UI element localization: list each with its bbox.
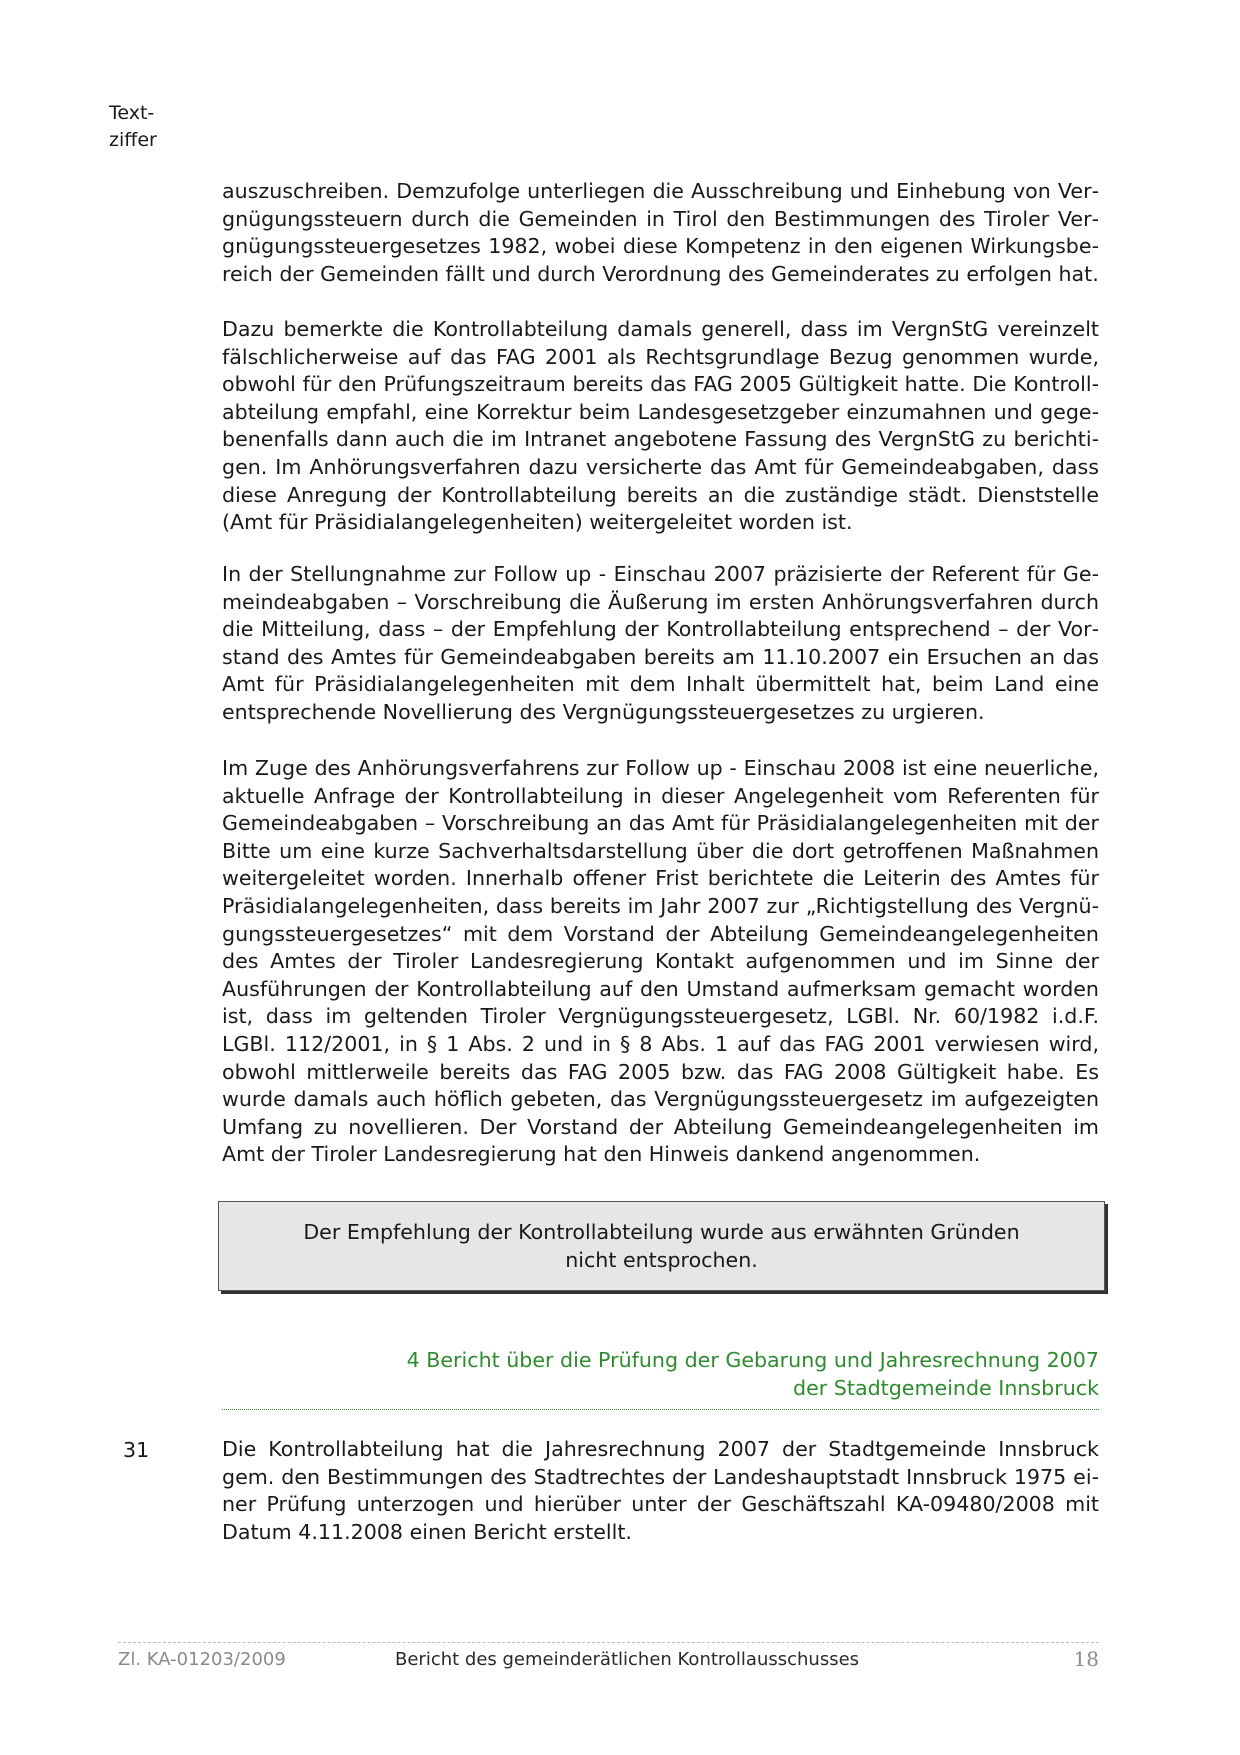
margin-label-line-1: Text-: [109, 102, 155, 124]
paragraph-2: Dazu bemerkte die Kontrollabteilung damals generell, dass im VergnStG vereinzelt fälschlicherweise auf das FAG 2001 als Rechtsgrundlage Bezug genommen wurde, obwohl für den Prüfungszeitraum bereits das FAG 2005 Gültigkeit hatte. Die Kontrollabteilung empfahl, eine Korrektur beim Landesgesetzgeber einzumahnen und gegebenenfalls dann auch die im Intranet angebotene Fassung des VergnStG zu berichtigen. Im Anhörungsverfahren dazu versicherte das Amt für Gemeindeabgaben, dass diese Anregung der Kontrollabteilung bereits an die zuständige städt. Dienststelle (Amt für Präsidialangelegenheiten) weitergeleitet worden ist.: [222, 317, 1099, 535]
recommendation-text: Der Empfehlung der Kontrollabteilung wurde aus erwähnten Gründen nicht entsprochen.: [303, 1220, 1020, 1272]
footer-title: Bericht des gemeinderätlichen Kontrollausschusses: [395, 1649, 860, 1670]
margin-label-line-2: ziffer: [109, 129, 157, 151]
recommendation-box: [218, 1201, 1105, 1291]
section-heading-line-2: der Stadtgemeinde Innsbruck: [793, 1376, 1099, 1400]
section-heading-line-1: 4 Bericht über die Prüfung der Gebarung und Jahresrechnung 2007: [406, 1348, 1099, 1372]
textziffer-number: 31: [123, 1438, 150, 1462]
section-divider: [222, 1409, 1099, 1410]
paragraph-1: auszuschreiben. Demzufolge unterliegen die Ausschreibung und Einhebung von Vergnügungssteuern durch die Gemeinden in Tirol den Bestimmungen des Tiroler Vergnügungssteuergesetzes 1982, wobei diese Kompetenz in den eigenen Wirkungsbereich der Gemeinden fällt und durch Verordnung des Gemeinderates zu erfolgen hat.: [222, 179, 1099, 286]
section-heading: [222, 1346, 1099, 1402]
paragraph-3: In der Stellungnahme zur Follow up - Einschau 2007 präzisierte der Referent für Gemeindeabgaben – Vorschreibung die Äußerung im ersten Anhörungsverfahren durch die Mitteilung, dass – der Empfehlung der Kontrollabteilung entsprechend – der Vorstand des Amtes für Gemeindeabgaben bereits am 11.10.2007 ein Ersuchen an das Amt für Präsidialangelegenheiten mit dem Inhalt übermittelt hat, beim Land eine entsprechende Novellierung des Vergnügungssteuergesetzes zu urgieren.: [222, 562, 1099, 724]
textziffer-column-label: [109, 100, 157, 154]
page-number: 18: [1073, 1647, 1099, 1671]
footer-divider: [118, 1642, 1099, 1643]
section-paragraph: Die Kontrollabteilung hat die Jahresrechnung 2007 der Stadtgemeinde Innsbruck gem. den Bestimmungen des Stadtrechtes der Landeshauptstadt Innsbruck 1975 einer Prüfung unterzogen und hierüber unter der Geschäftszahl KA-09480/2008 mit Datum 4.11.2008 einen Bericht erstellt.: [222, 1437, 1099, 1544]
paragraph-4: Im Zuge des Anhörungsverfahrens zur Follow up - Einschau 2008 ist eine neuerliche, aktuelle Anfrage der Kontrollabteilung in dieser Angelegenheit vom Referenten für Gemeindeabgaben – Vorschreibung an das Amt für Präsidialangelegenheiten mit der Bitte um eine kurze Sachverhaltsdarstellung über die dort getroffenen Maßnahmen weitergeleitet worden. Innerhalb offener Frist berichtete die Leiterin des Amtes für Präsidialangelegenheiten, dass bereits im Jahr 2007 zur „Richtigstellung des Vergnügungssteuergesetzes“ mit dem Vorstand der Abteilung Gemeindeangelegenheiten des Amtes der Tiroler Landesregierung Kontakt aufgenommen und im Sinne der Ausführungen der Kontrollabteilung auf den Umstand aufmerksam gemacht worden ist, dass im geltenden Tiroler Vergnügungssteuergesetz, LGBl. Nr. 60/1982 i.d.F. LGBl. 112/2001, in § 1 Abs. 2 und in § 8 Abs. 1 auf das FAG 2001 verwiesen wird, obwohl mittlerweile bereits das FAG 2005 bzw. das FAG 2008 Gültigkeit habe. Es wurde damals auch höflich gebeten, das Vergnügungssteuergesetz im aufgezeigten Umfang zu novellieren. Der Vorstand der Abteilung Gemeindeangelegenheiten im Amt der Tiroler Landesregierung hat den Hinweis dankend angenommen.: [222, 756, 1099, 1167]
footer-reference: Zl. KA-01203/2009: [118, 1649, 286, 1670]
